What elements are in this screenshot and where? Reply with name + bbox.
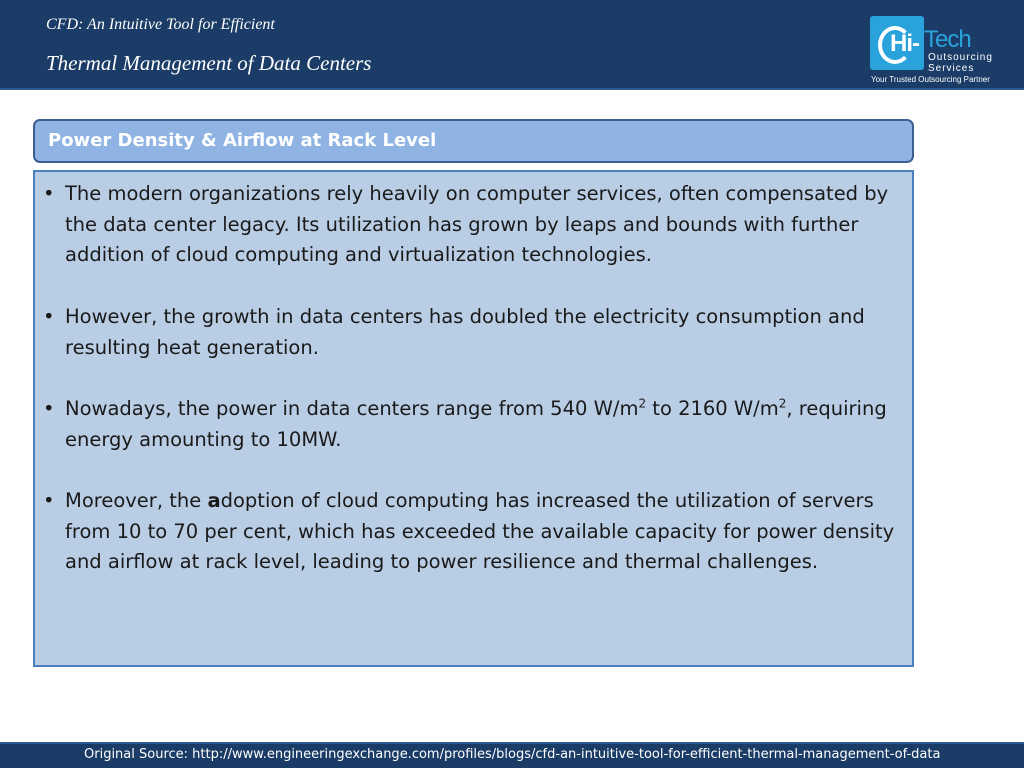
bullet-item-1 (43, 179, 903, 271)
bullet-item-4 (43, 486, 903, 578)
bullet-text-part1: Nowadays, the power in data centers range from 540 W/m (65, 396, 639, 420)
superscript-2: 2 (778, 396, 787, 411)
bullet-dot: • (43, 182, 55, 205)
logo-hi-text: Hi- (890, 30, 919, 57)
header-bar (0, 0, 1024, 90)
logo-tagline: Your Trusted Outsourcing Partner (871, 75, 990, 84)
bullet-dot: • (43, 488, 55, 512)
content-panel (33, 170, 914, 667)
logo-box (870, 16, 924, 70)
bullet-text: However, the growth in data centers has doubled the electricity consumption and resulting heat generation. (65, 304, 865, 359)
footer-bar (0, 742, 1024, 768)
bullet-text: The modern organizations rely heavily on computer services, often compensated by the data center legacy. Its utilization has grown by leaps and bounds with further addition of cloud computing and virtualization technologies. (65, 182, 889, 267)
logo-services-text: Services (928, 63, 975, 74)
bullet-list (43, 179, 903, 578)
slide-title: Power Density & Airflow at Rack Level (48, 130, 437, 151)
bullet-dot: • (43, 304, 55, 328)
logo-tech-text: Tech (924, 26, 971, 53)
slide-title-bar (33, 119, 914, 163)
bullet-dot: • (43, 396, 55, 420)
bullet-text-part2: to 2160 W/m (646, 396, 779, 420)
bullet-item-3 (43, 394, 903, 455)
bullet-text-part2: doption of cloud computing has increased the utilization of servers from 10 to 70 per cent, which has exceeded the available capacity for power density and airflow at rack level, leading to power resilience and thermal challenges. (65, 488, 895, 574)
source-link[interactable]: Original Source: http://www.engineeringexchange.com/profiles/blogs/cfd-an-intuitive-tool-for-efficient-thermal-management-of-data (84, 747, 941, 762)
logo-outsourcing-text: Outsourcing (928, 52, 993, 63)
bullet-item-2 (43, 302, 903, 363)
header-title-line1: CFD: An Intuitive Tool for Efficient (46, 16, 275, 33)
header-title-line2: Thermal Management of Data Centers (46, 51, 372, 75)
bullet-text-part3: , requiring energy amounting to 10MW. (65, 396, 887, 451)
superscript-2: 2 (638, 396, 647, 411)
bullet-bold-letter: a (207, 488, 221, 512)
bullet-text-part1: Moreover, the (65, 488, 208, 512)
hi-tech-logo (866, 12, 1016, 88)
